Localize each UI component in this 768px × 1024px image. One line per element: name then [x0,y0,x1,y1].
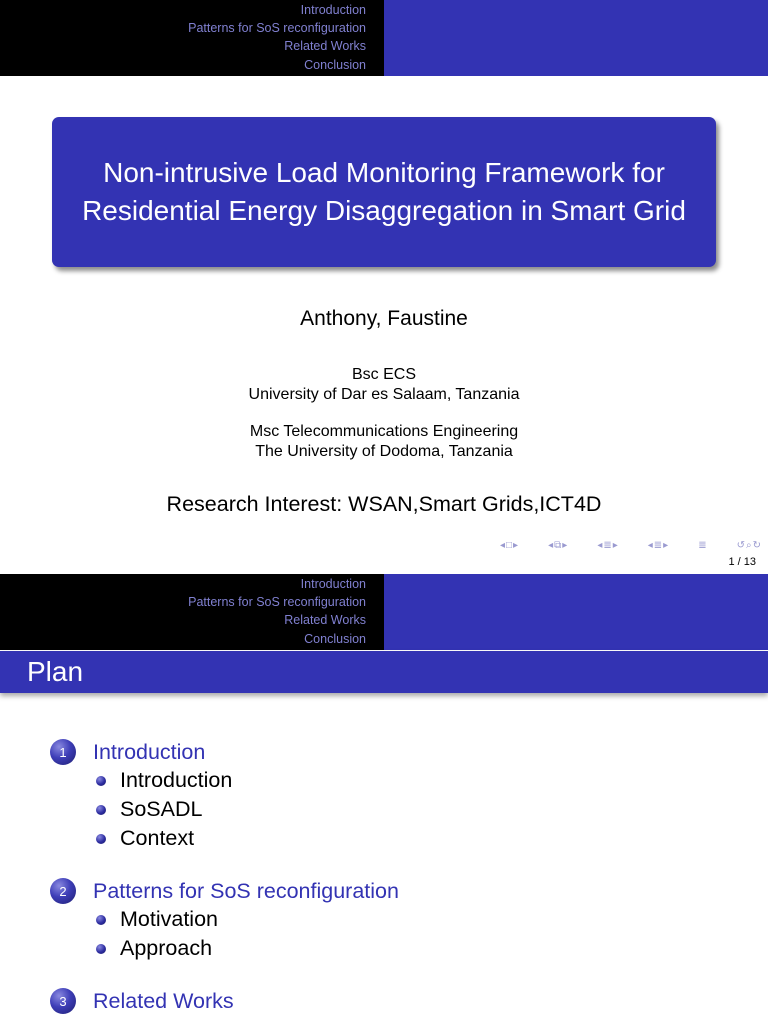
plan-slide [0,574,768,1024]
document-icon[interactable]: ≣ [698,539,708,551]
headline-accent-panel [384,0,768,76]
toc-subsection-label[interactable]: Context [120,826,195,850]
toc-section-label[interactable]: Patterns for SoS reconfiguration [93,878,399,903]
section-number-ball-icon: 3 [50,988,76,1014]
toc-subsection-label[interactable]: Approach [120,936,213,960]
toc-section-patterns[interactable] [50,878,399,904]
beamer-nav-symbols[interactable] [500,538,762,552]
section-navigation [188,575,366,648]
bullet-icon [96,834,106,844]
nav-link-patterns[interactable]: Patterns for SoS reconfiguration [188,21,366,36]
institute-block-2 [0,422,768,462]
presentation-title: Non-intrusive Load Monitoring Framework for Residential Energy Disaggregation in Smart Grid [82,157,686,226]
toc-section-introduction[interactable] [50,739,205,765]
frame-title-bar [0,651,768,693]
nav-link-conclusion[interactable]: Conclusion [304,631,366,646]
bullet-icon [96,776,106,786]
title-block [52,117,716,267]
institute-degree: Bsc ECS [351,366,416,383]
nav-link-conclusion[interactable]: Conclusion [304,57,366,72]
bullet-icon [96,805,106,815]
author-name: Anthony, Faustine [300,307,468,330]
toc-section-related-works[interactable] [50,988,234,1014]
frame-title: Plan [27,656,84,687]
nav-link-patterns[interactable]: Patterns for SoS reconfiguration [188,595,366,610]
nav-link-introduction[interactable]: Introduction [300,3,366,17]
headline-accent-panel [384,574,768,650]
toc-subsection-label[interactable]: SoSADL [120,797,203,821]
bullet-icon [96,944,106,954]
subsection-nav-icon[interactable]: ◂⧉▸ [548,539,569,551]
headline-nav-panel [0,574,384,650]
toc-section-label[interactable]: Related Works [93,988,234,1013]
institute-name: University of Dar es Salaam, Tanzania [248,386,520,403]
section-navigation [188,1,366,74]
subsection-list-icon[interactable]: ◂≣▸ [647,539,670,551]
nav-link-related-works[interactable]: Related Works [284,613,366,628]
search-back-icon[interactable]: ↺⌕↻ [736,539,762,551]
page-number: 1 / 13 [728,556,756,568]
toc-subsection-label[interactable]: Introduction [120,768,233,792]
headline-nav-panel [0,0,384,76]
section-number-ball-icon: 2 [50,878,76,904]
institute-degree: Msc Telecommunications Engineering [249,423,519,440]
nav-link-introduction[interactable]: Introduction [300,577,366,591]
headline-bar [0,574,768,650]
section-nav-icon[interactable]: ◂≣▸ [597,539,619,551]
toc-subsection[interactable] [96,797,202,822]
toc-section-label[interactable]: Introduction [93,739,206,764]
toc-subsection[interactable] [96,826,194,851]
institute-block-1 [0,365,768,405]
bullet-icon [96,915,106,925]
frame-prev-icon[interactable]: ◂□▸ [500,539,520,551]
research-interest: Research Interest: WSAN,Smart Grids,ICT4D [166,492,602,516]
institute-name: The University of Dodoma, Tanzania [255,443,513,460]
headline-bar [0,0,768,76]
toc-subsection[interactable] [96,907,218,932]
toc-subsection[interactable] [96,768,232,793]
toc-subsection[interactable] [96,936,212,961]
section-number-ball-icon: 1 [50,739,76,765]
toc-subsection-label[interactable]: Motivation [120,907,218,931]
nav-link-related-works[interactable]: Related Works [284,39,366,54]
